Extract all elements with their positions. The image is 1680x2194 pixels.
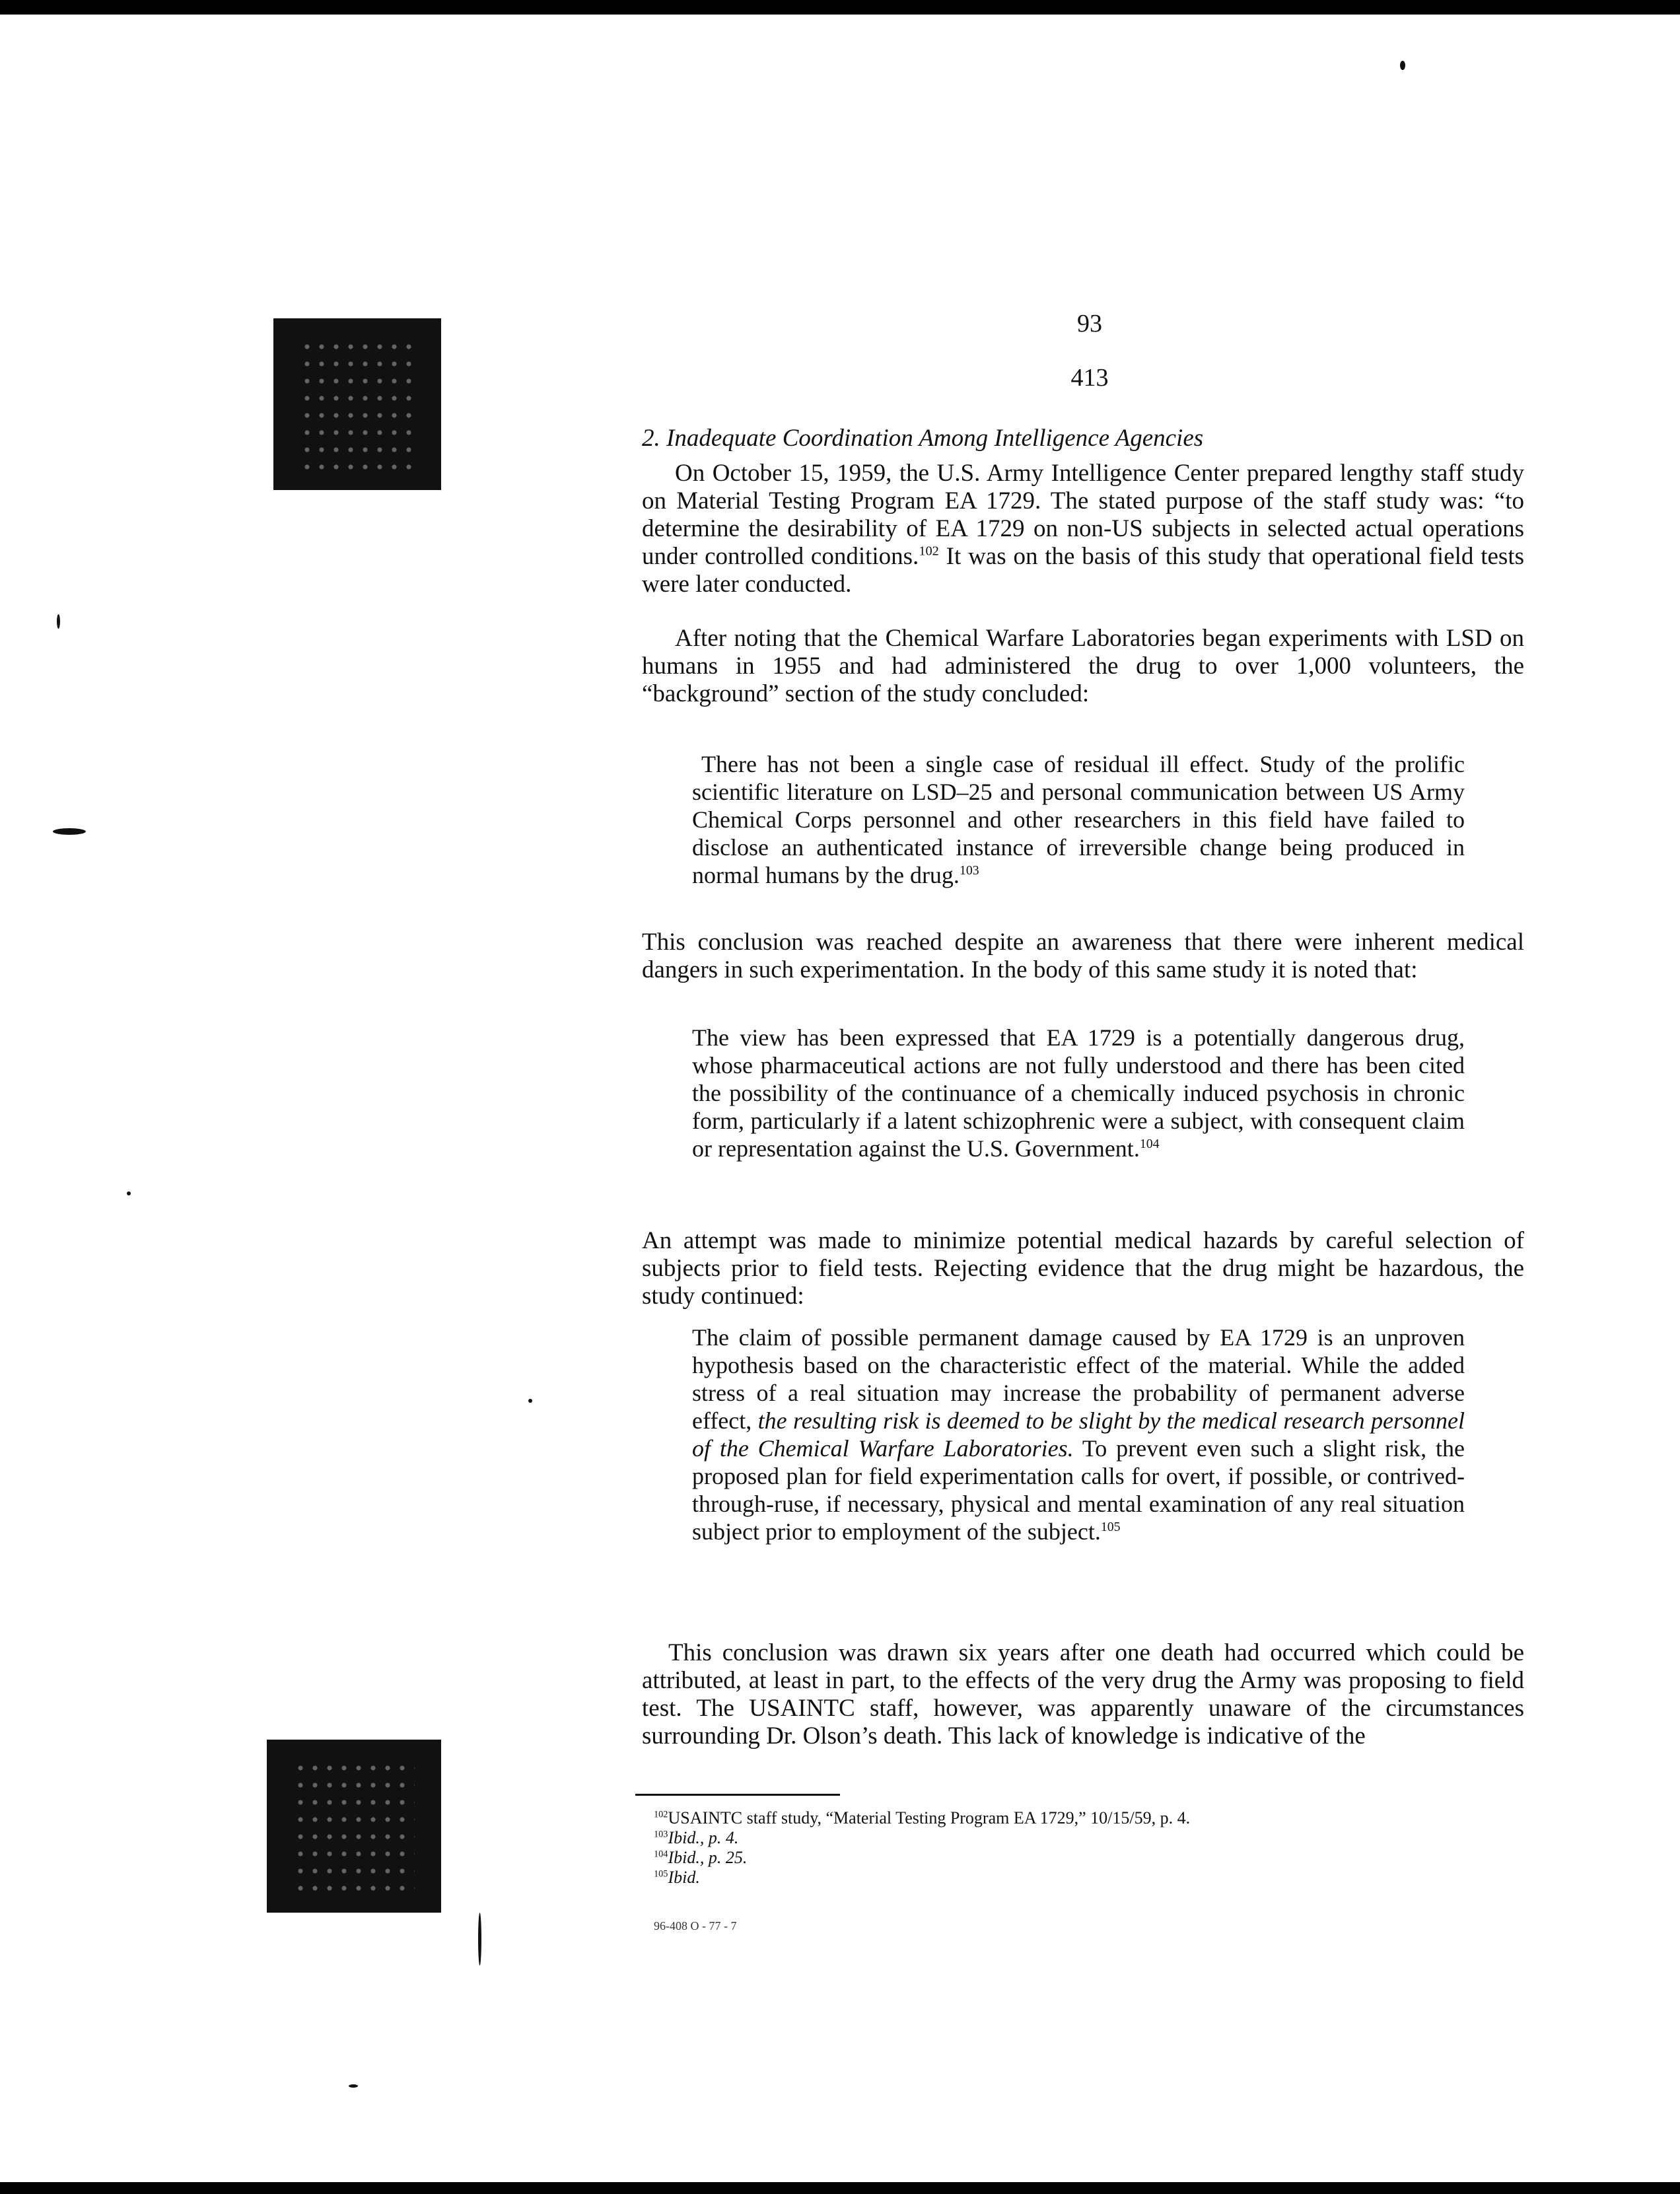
footnote-105 — [654, 1868, 700, 1888]
block-quote-1-text: There has not been a single case of residual ill effect. Study of the prolific scientific literature on LSD–25 and personal communication between US Army Chemical Corps personnel and other researchers in this field have failed to disclose an authenticated instance of irreversible change being produced in normal humans by the drug. — [692, 751, 1465, 888]
footnote-rule — [635, 1794, 840, 1796]
block-quote-2-text: The view has been expressed that EA 1729 is a potentially dangerous drug, whose pharmaceutical actions are not fully understood and there has been cited the possibility of the continuance of a chemically induced psychosis in chronic form, particularly if a latent schizophrenic were a subject, with consequent claim or representation against the U.S. Government. — [692, 1024, 1465, 1162]
paragraph-1-tail: It was on the basis of this study that operational field tests were later conducted. — [642, 543, 1524, 598]
footnote-text: Ibid. — [668, 1868, 700, 1887]
scan-speck — [127, 1191, 131, 1195]
scan-top-border — [0, 0, 1680, 15]
scan-bottom-border — [0, 2182, 1680, 2194]
scan-speck — [53, 828, 86, 835]
block-quote-3-text: The claim of possible permanent damage caused by EA 1729 is an unproven hypothesis based on the characteristic effect of the material. While the added stress of a real situation may increase the probability of permanent adverse effect, — [692, 1324, 1465, 1434]
footnote-number: 104 — [654, 1849, 668, 1860]
scan-speck — [1400, 61, 1405, 70]
paragraph-1-text: On October 15, 1959, the U.S. Army Intelligence Center prepared lengthy staff study on Material Testing Program EA 1729. The stated purpose of the staff study was: “to determine the desirability of EA 1729 on non-US subjects in selected actual operations under controlled conditions. — [642, 460, 1524, 570]
scan-speck — [57, 614, 60, 629]
paragraph-2: After noting that the Chemical Warfare Laboratories began experiments with LSD on humans in 1955 and had administered the drug to over 1,000 volunteers, the “background” section of the study concluded: — [642, 625, 1524, 707]
footnote-number: 103 — [654, 1829, 668, 1840]
footnote-ref-103: 103 — [959, 863, 979, 878]
paragraph-3: This conclusion was reached despite an awareness that there were inherent medical dangers in such experimentation. In the body of this same study it is noted that: — [642, 929, 1524, 983]
footnote-102 — [654, 1808, 1190, 1828]
block-quote-3-tail: To prevent even such a slight risk, the proposed plan for field experimentation calls for overt, if possible, or contrived-through-ruse, if necessary, physical and mental examination of any real situation subject prior to employment of the subject. — [692, 1435, 1465, 1545]
footnote-104 — [654, 1848, 747, 1868]
paragraph-4: An attempt was made to minimize potential medical hazards by careful selection of subjects prior to field tests. Rejecting evidence that the drug might be hazardous, the study continued: — [642, 1227, 1524, 1310]
punch-hole-mark-top — [273, 318, 441, 490]
footnote-ref-104: 104 — [1139, 1137, 1160, 1151]
print-code: 96-408 O - 77 - 7 — [654, 1919, 737, 1932]
page-number-top: 93 — [1077, 310, 1102, 337]
block-quote-2 — [692, 1024, 1465, 1162]
paragraph-1 — [642, 460, 1524, 598]
footnote-text: Ibid., p. 25. — [668, 1848, 748, 1867]
footnote-text: USAINTC staff study, “Material Testing Program EA 1729,” 10/15/59, p. 4. — [668, 1808, 1191, 1827]
page-number-original: 413 — [1070, 364, 1109, 392]
block-quote-3 — [692, 1324, 1465, 1545]
footnote-text: Ibid., p. 4. — [668, 1828, 739, 1847]
footnote-number: 105 — [654, 1868, 668, 1880]
footnote-ref-102: 102 — [919, 544, 939, 559]
scan-speck — [528, 1399, 532, 1403]
footnote-ref-105: 105 — [1100, 1520, 1121, 1534]
scan-speck — [349, 2084, 358, 2088]
footnote-number: 102 — [654, 1809, 668, 1820]
scan-speck — [478, 1913, 481, 1965]
block-quote-1 — [692, 750, 1465, 889]
footnote-103 — [654, 1828, 738, 1848]
punch-hole-mark-bottom — [267, 1740, 441, 1913]
section-heading: 2. Inadequate Coordination Among Intelligence Agencies — [642, 425, 1204, 452]
paragraph-5: This conclusion was drawn six years after one death had occurred which could be attributed, at least in part, to the effects of the very drug the Army was proposing to field test. The USAINTC staff, however, was apparently unaware of the circumstances surrounding Dr. Olson’s death. This lack of knowledge is indicative of the — [642, 1639, 1524, 1750]
block-quote-3-emphasis: the resulting risk is deemed to be slight by the medical research personnel of the Chemical Warfare Laboratories. — [692, 1407, 1465, 1462]
